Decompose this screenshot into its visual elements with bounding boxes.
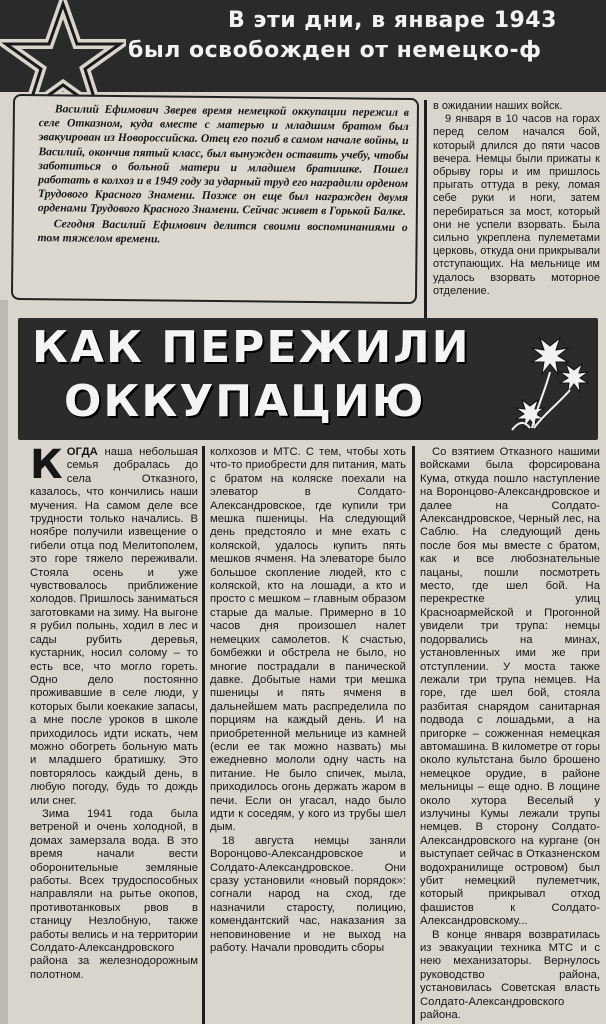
column-divider-2: [412, 446, 415, 1024]
headline-line-1: КАК ПЕРЕЖИЛИ: [32, 322, 471, 373]
carnation-flowers-icon: [504, 324, 596, 436]
top-column-paragraph-2: 9 января в 10 часов на горах перед селом начался бой, который длился до пяти часов вечера. Немцы были прижаты к обрыву горы и им пришлось прыгать оттуда в реку, ломая себе руки и ноги, затем перебираться за мост, который они не успели взорвать. Была сильно укреплена пулеметами церковь, откуда они прикрывали отступающих. На мельнице им удалось взорвать моторное отделение.: [433, 113, 600, 297]
banner-line-2: был освобожден от немецко-ф: [128, 38, 542, 63]
top-column-paragraph-1: в ожидании наших войск.: [433, 100, 563, 112]
top-right-column: [424, 100, 600, 322]
column-divider-1: [202, 446, 205, 1024]
column-1-paragraph-1-text: наша небольшая семья добралась до села Отказного, казалось, что кончились наши мучения. На самом деле все трудности только начались. В ноябре получили извещение о гибели отца под Мелитополем, это горе тяжело переживали. Стояла осень и уже чувствовалось приближение холодов. Пришлось заниматься заготовками на зиму. На выгоне я рубил полынь, ходил в лес и сады рубить деревья, кустарник, носил солому – то есть все, что могло гореть. Одно дело постоянно проживавшие в селе люди, у которых были коекакие запасы, а мне после уроков в школе приходилось идти искать, чем можно обогреть больную мать и младшего братишку. Это повторялось каждый день, в любую погоду, будь то дождь или снег.: [30, 446, 198, 807]
intro-box: [11, 94, 419, 304]
banner-line-1: В эти дни, в январе 1943: [228, 8, 557, 33]
article-column-1: [30, 446, 198, 1024]
column-1-paragraph-1: [30, 446, 198, 808]
column-1-paragraph-2: Зима 1941 года была ветреной и очень холодной, в домах замерзала вода. В это время начали вести оборонительные земляные работы. Всех трудоспособных направляли на рытье окопов, противотанковых рвов в станицу Незлобную, также работы велись и на территории Солдато-Александровского района за железнодорожным полотном.: [30, 807, 198, 981]
drop-cap: К: [30, 446, 63, 488]
lead-word: ОГДА: [66, 446, 98, 458]
headline-line-2: ОККУПАЦИЮ: [64, 376, 426, 427]
intro-paragraph-2: Сегодня Василий Ефимович делится своими воспоминаниями о том тяжелом времени.: [37, 216, 408, 246]
intro-paragraph-1: Василий Ефимович Зверев время немецкой оккупации пережил в селе Отказном, куда вместе с матерью и младшим братом был эвакуирован из Новороссийска. Отец его погиб в самом начале войны, и Василий, окончив пятый класс, был вынужден оставить учебу, чтобы заботиться о больной матери и младшем братишке. Пошел работать в колхоз и в 1949 году за ударный труд его наградили орденом Трудового Красного Знамени. Позже он еще был награжден двумя орденами Трудового Красного Знамени. Сейчас живет в Горькой Балке.: [37, 102, 409, 219]
column-3-paragraph-1: Со взятием Отказного нашими войсками была форсирована Кума, откуда пошло наступление на Воронцово-Александровское и далее на Солдато-Александровское, Черный лес, на Саблю. На следующий день после боя мы вместе с братом, как и все любознательные пацаны, пошли посмотреть место, где шел бой. На перекрестке улиц Красноармейской и Прогонной увидели три трупа: немцы подорвались на минах, установленных ими же при отступлении. У моста также лежали три трупа немцев. На горе, где шел бой, стояла разбитая снарядом санитарная подвода с лошадьми, а на пригорке – сожженная немецкая автомашина. В километре от горы около культстана было брошено немецкое орудие, в районе мельницы – еще одно. В лощине около хутора Веселый у излучины Кумы лежали трупы немцев. В сторону Солдато-Александровского на кургане (он выступает сейчас в Отказненском водохранилище островом) был убит немецкий пулеметчик, который прикрывал отход фашистов к Солдато-Александровскому...: [420, 446, 600, 928]
column-2-paragraph-2: 18 августа немцы заняли Воронцово-Александровское и Солдато-Александровское. Они сразу установили «новый порядок»: согнали народ на сход, где назначили старосту, полицию, комендантский час, наказания за неповиновение и не выход на работу. Начали проводить сборы: [210, 834, 406, 955]
headline-block: [18, 318, 598, 440]
column-2-paragraph-1: колхозов и МТС. С тем, чтобы хоть что-то приобрести для питания, мать с братом на коляске поехали на элеватор в Солдато-Александровское, где купили три мешка пшеницы. На следующий день предстояло и мне ехать с коляской, удалось купить пять мешков ячменя. На элеваторе было большое скопление людей, кто с коляской, кто на лошади, а кто и просто с мешком – главным образом старые да малые. Примерно в 10 часов дня произошел налет немецких самолетов. К счастью, бомбежки и обстрела не было, но многие пострадали в панической давке. Добытые нами три мешка пшеницы и пять ячменя в дальнейшем мать распределила по порциям на каждый день. И на приобретенной мельнице из камней (если ее так можно назвать) мы ежедневно мололи одну часть на питание. Не было спичек, мыла, приходилось огонь держать жаром в печи. Если он угасал, надо было идти к соседям, у кого из трубы шел дым.: [210, 446, 406, 834]
page-margin-shadow: [0, 300, 8, 1024]
article-column-2: [210, 446, 406, 1024]
article-column-3: [420, 446, 600, 1024]
column-3-paragraph-2: В конце января возвратилась из эвакуации техника МТС и с нею механизаторы. Вернулось руководство района, установилась Советская власть Солдато-Александровского района.: [420, 928, 600, 1022]
